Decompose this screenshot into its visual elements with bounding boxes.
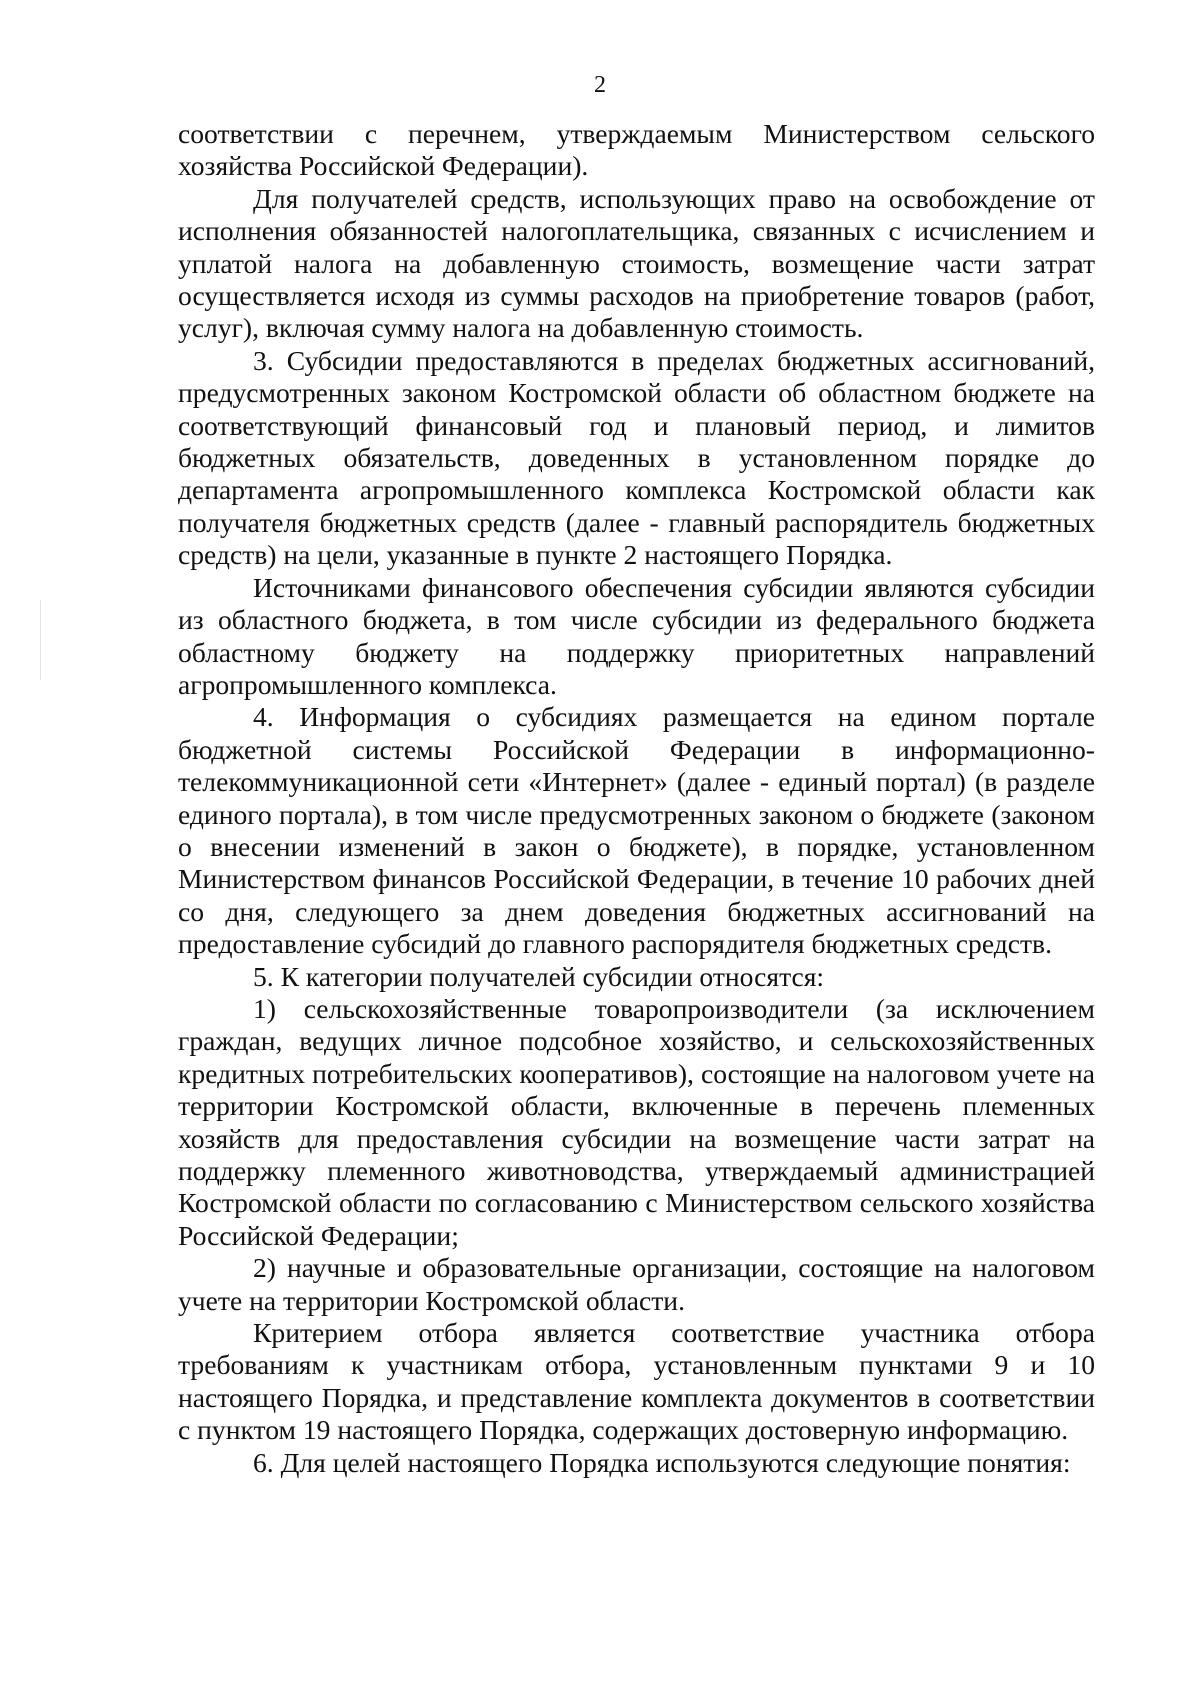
document-body [178, 118, 1095, 1479]
paragraph-continuation: соответствии с перечнем, утверждаемым Министерством сельского хозяйства Российской Федерации). [178, 118, 1095, 182]
paragraph-item-6: 6. Для целей настоящего Порядка используются следующие понятия: [253, 1446, 1071, 1478]
page-number: 2 [594, 72, 606, 98]
paragraph-selection-criterion: Критерием отбора является соответствие участника отбора требованиям к участникам отбора, установленным пунктами 9 и 10 настоящего Порядка, и представление комплекта документов в соответствии с пунктом 19 настоящего Порядка, содержащих достоверную информацию. [178, 1317, 1095, 1446]
paragraph-item-5: 5. К категории получателей субсидии относятся: [253, 960, 825, 992]
paragraph-vat-exemption: Для получателей средств, использующих право на освобождение от исполнения обязанностей налогоплательщика, связанных с исчислением и уплатой налога на добавленную стоимость, возмещение части затрат осуществляется исходя из суммы расходов на приобретение товаров (работ, услуг), включая сумму налога на добавленную стоимость. [178, 182, 1095, 344]
paragraph-item-5-1: 1) сельскохозяйственные товаропроизводители (за исключением граждан, ведущих личное подсобное хозяйство, и сельскохозяйственных кредитных потребительских кооперативов), состоящие на налоговом учете на территории Костромской области, включенные в перечень племенных хозяйств для предоставления субсидии на возмещение части затрат на поддержку племенного животноводства, утверждаемый администрацией Костромской области по согласованию с Министерством сельского хозяйства Российской Федерации; [178, 992, 1095, 1251]
paragraph-funding-sources: Источниками финансового обеспечения субсидии являются субсидии из областного бюджета, в том числе субсидии из федерального бюджета областному бюджету на поддержку приоритетных направлений агропромышленного комплекса. [178, 571, 1095, 700]
paragraph-item-3: 3. Субсидии предоставляются в пределах бюджетных ассигнований, предусмотренных законом Костромской области об областном бюджете на соответствующий финансовый год и плановый период, и лимитов бюджетных обязательств, доведенных в установленном порядке до департамента агропромышленного комплекса Костромской области как получателя бюджетных средств (далее - главный распорядитель бюджетных средств) на цели, указанные в пункте 2 настоящего Порядка. [178, 344, 1095, 571]
paragraph-item-4: 4. Информация о субсидиях размещается на едином портале бюджетной системы Российской Федерации в информационно-телекоммуникационной сети «Интернет» (далее - единый портал) (в разделе единого портала), в том числе предусмотренных законом о бюджете (законом о внесении изменений в закон о бюджете), в порядке, установленном Министерством финансов Российской Федерации, в течение 10 рабочих дней со дня, следующего за днем доведения бюджетных ассигнований на предоставление субсидий до главного распорядителя бюджетных средств. [178, 701, 1095, 960]
scan-edge-mark [40, 600, 41, 680]
paragraph-item-5-2: 2) научные и образовательные организации, состоящие на налоговом учете на территории Костромской области. [178, 1252, 1095, 1316]
